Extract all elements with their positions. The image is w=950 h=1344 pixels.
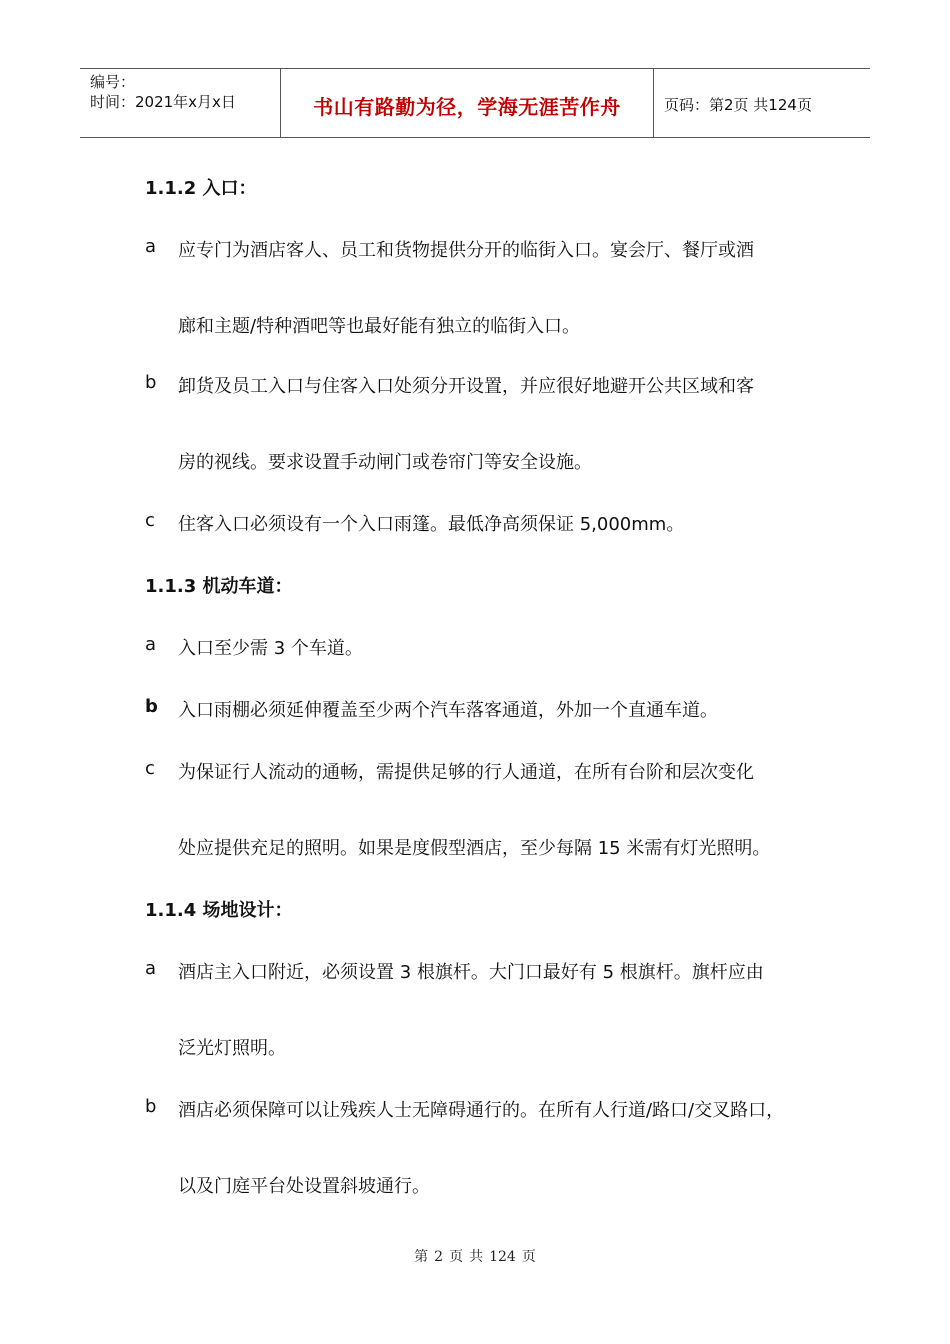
item-text: 酒店必须保障可以让残疾人士无障碍通行的。在所有人行道/路口/交叉路口， xyxy=(178,1100,785,1121)
item-text-continued: 泛光灯照明。 xyxy=(178,1038,286,1059)
item-label: c xyxy=(145,758,155,779)
page-header xyxy=(80,68,870,138)
item-label: b xyxy=(145,696,158,717)
footer-total-pages: 124 xyxy=(489,1249,516,1265)
item-text-continued: 以及门庭平台处设置斜坡通行。 xyxy=(178,1176,430,1197)
footer-gong: 共 xyxy=(469,1249,484,1265)
document-date: 时间：2021年x月x日 xyxy=(90,93,236,111)
item-text-continued: 房的视线。要求设置手动闸门或卷帘门等安全设施。 xyxy=(178,452,592,473)
page-footer xyxy=(0,1246,950,1266)
header-meta xyxy=(80,69,281,137)
item-text-continued: 廊和主题/特种酒吧等也最好能有独立的临街入口。 xyxy=(178,316,581,337)
item-label: a xyxy=(145,634,157,655)
item-text: 应专门为酒店客人、员工和货物提供分开的临街入口。宴会厅、餐厅或酒 xyxy=(178,240,754,261)
header-motto: 书山有路勤为径，学海无涯苦作舟 xyxy=(281,69,654,137)
item-label: b xyxy=(145,372,157,393)
item-text: 卸货及员工入口与住客入口处须分开设置，并应很好地避开公共区域和客 xyxy=(178,376,754,397)
document-number: 编号： xyxy=(90,73,136,91)
item-text-continued: 处应提供充足的照明。如果是度假型酒店，至少每隔 15 米需有灯光照明。 xyxy=(178,838,771,859)
section-heading-1-1-4: 1.1.4 场地设计： xyxy=(145,900,293,921)
item-label: a xyxy=(145,958,157,979)
item-label: b xyxy=(145,1096,157,1117)
item-text: 为保证行人流动的通畅，需提供足够的行人通道，在所有台阶和层次变化 xyxy=(178,762,754,783)
footer-ye: 页 xyxy=(449,1249,464,1265)
footer-ye: 页 xyxy=(521,1249,536,1265)
item-text: 入口至少需 3 个车道。 xyxy=(178,638,363,659)
header-page-info: 页码：第2页 共124页 xyxy=(664,95,812,114)
item-text: 酒店主入口附近，必须设置 3 根旗杆。大门口最好有 5 根旗杆。旗杆应由 xyxy=(178,962,764,983)
item-label: a xyxy=(145,236,157,257)
section-heading-1-1-3: 1.1.3 机动车道： xyxy=(145,576,293,597)
item-text: 住客入口必须设有一个入口雨篷。最低净高须保证 5,000mm。 xyxy=(178,514,685,535)
item-label: c xyxy=(145,510,155,531)
footer-di: 第 xyxy=(414,1249,429,1265)
section-heading-1-1-2: 1.1.2 入口： xyxy=(145,178,257,199)
footer-current-page: 2 xyxy=(434,1249,444,1265)
item-text: 入口雨棚必须延伸覆盖至少两个汽车落客通道，外加一个直通车道。 xyxy=(178,700,718,721)
